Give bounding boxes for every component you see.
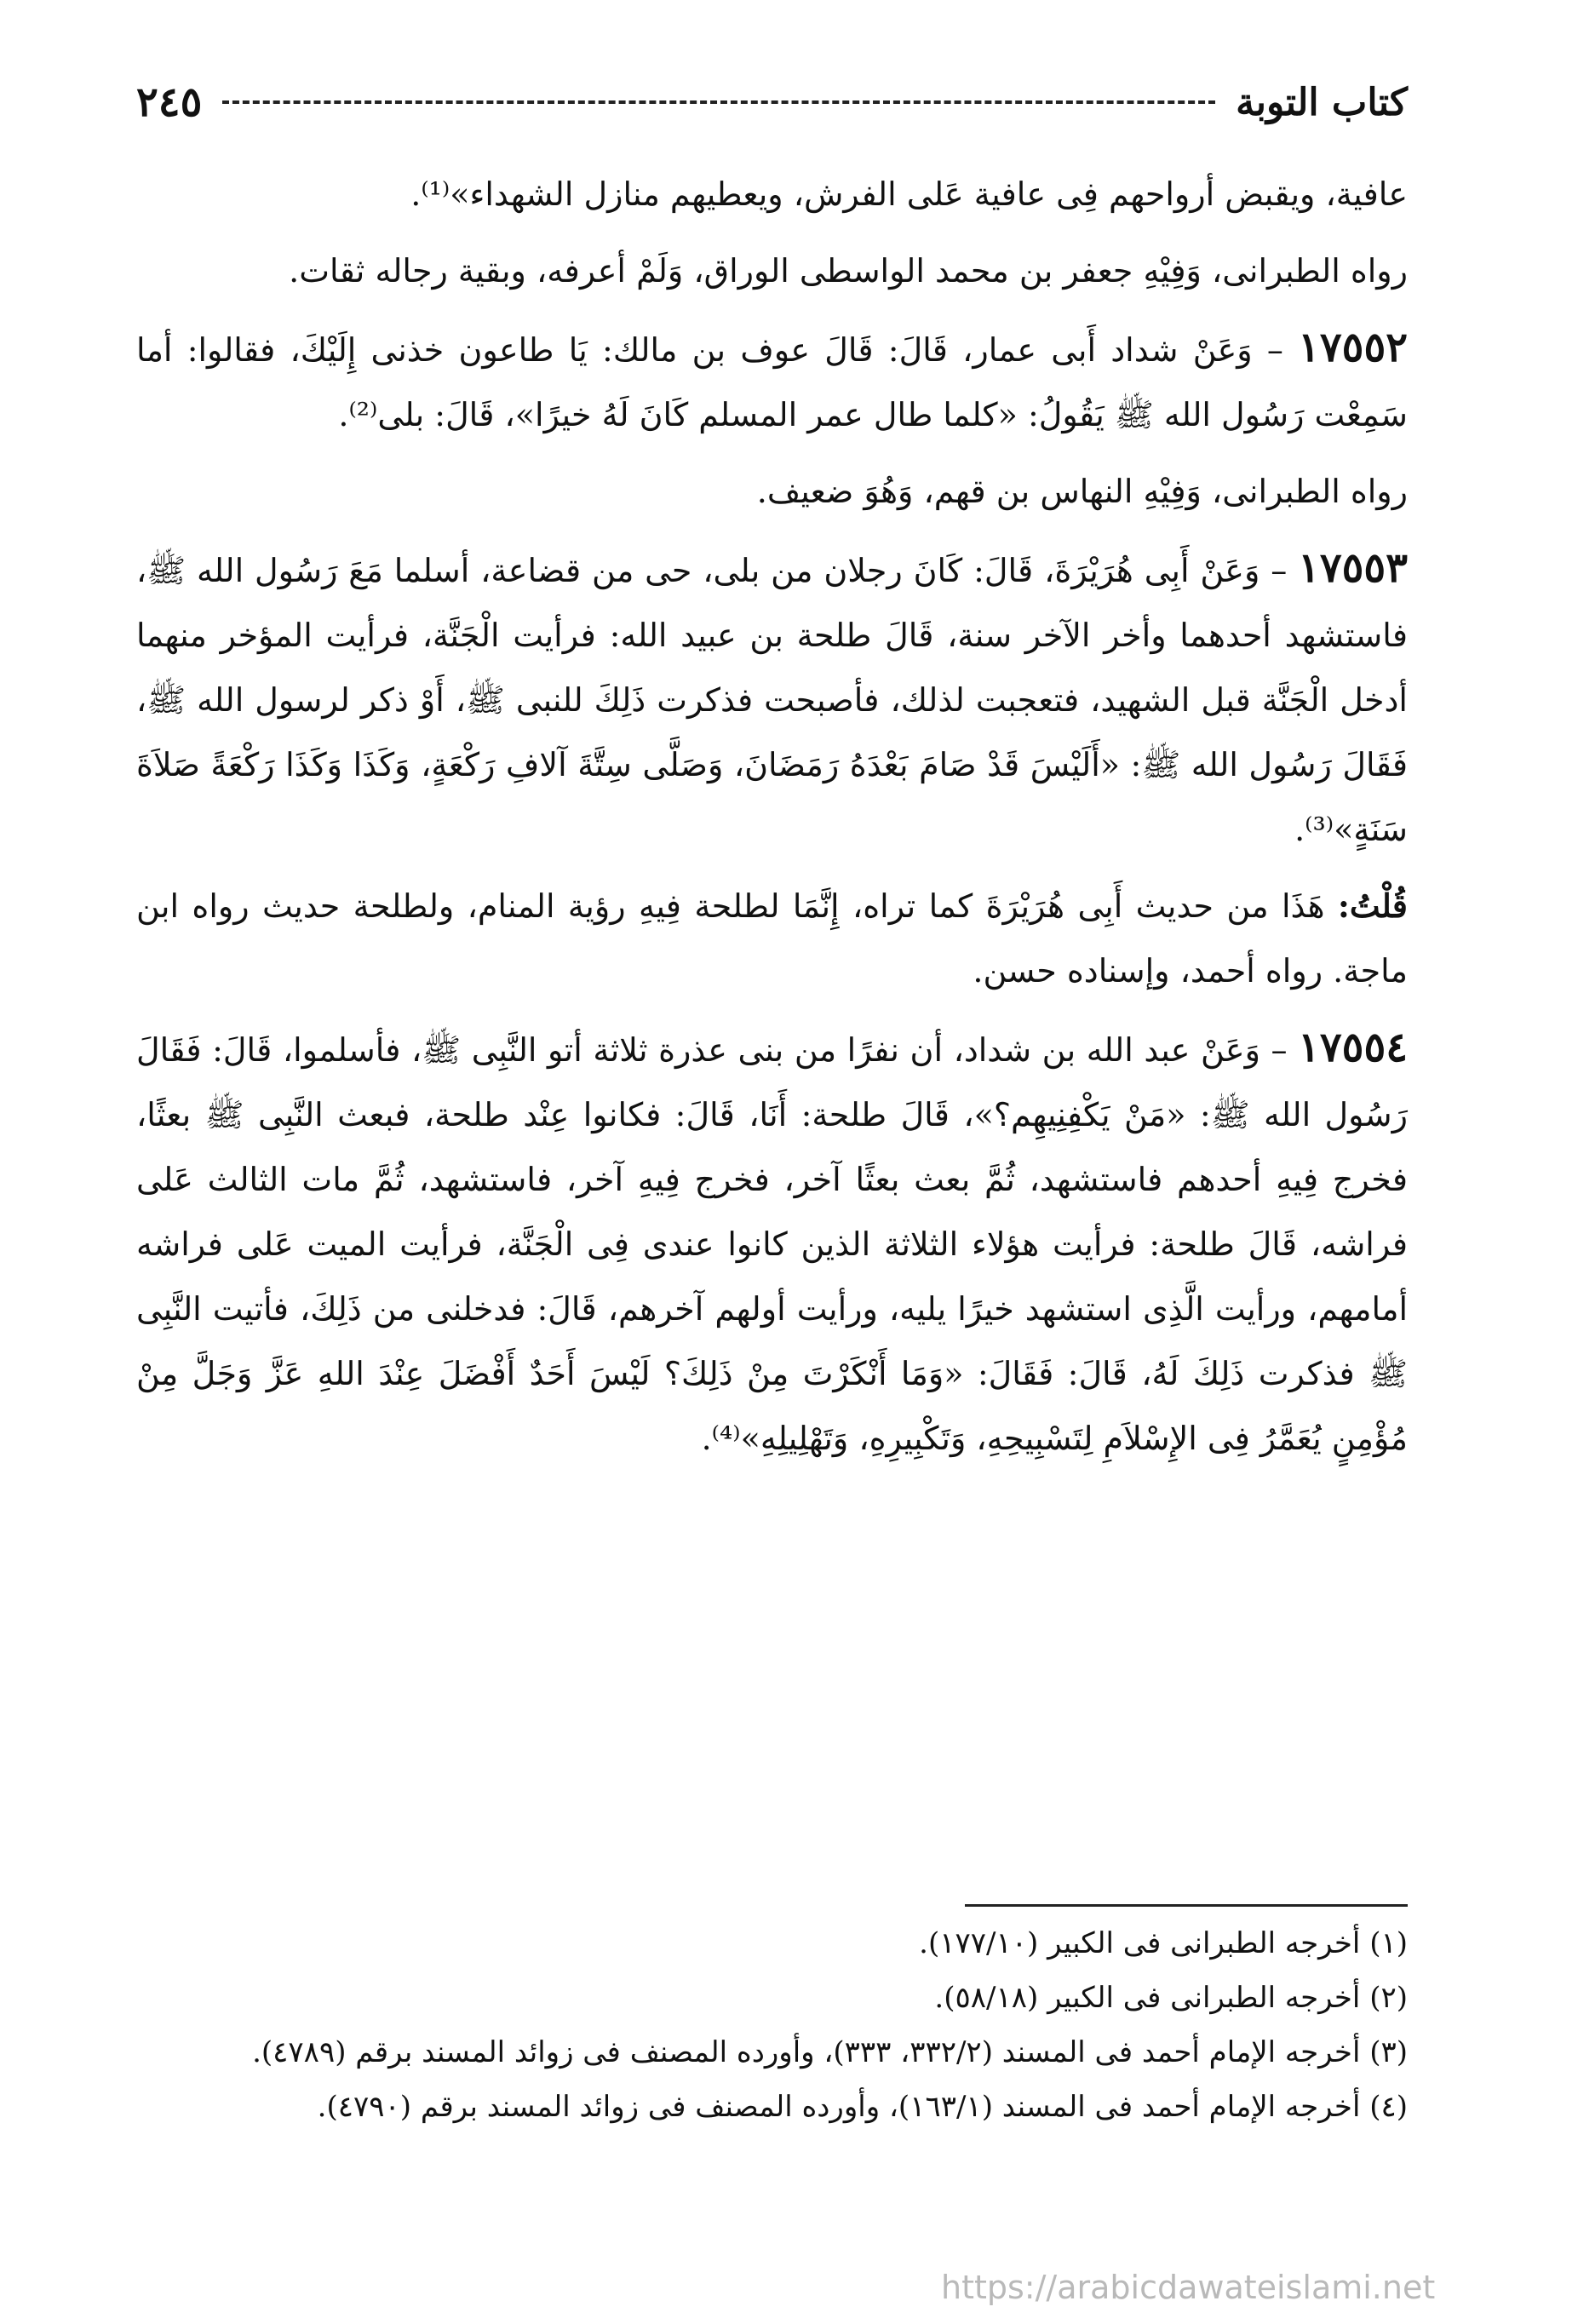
hadith-paragraph — [136, 315, 1408, 447]
header-dashed-rule — [222, 100, 1215, 104]
hadith-paragraph — [136, 536, 1408, 862]
footnote: (١) أخرجه الطبرانى فى الكبير (١٧٧/١٠). — [919, 1926, 1408, 1960]
hadith-number: ١٧٥٥٤ — [1298, 1024, 1408, 1071]
paragraph-text: – وَعَنْ شداد أَبى عمار، قَالَ: قَالَ عوف بن مالك: يَا طاعون خذنى إِلَيْكَ، فقالوا: أما سَمِعْت رَسُول الله ﷺ يَقُولُ: «كلما طال عمر المسلم كَانَ لَهُ خيرًا»، قَالَ: بلى⁽²⁾. — [136, 331, 1408, 433]
footnote-divider — [965, 1904, 1408, 1907]
footnote: (٤) أخرجه الإمام أحمد فى المسند (١٦٣/١)، وأورده المصنف فى زوائد المسند برقم (٤٧٩٠). — [317, 2090, 1408, 2124]
watermark-url: https://arabicdawateislami.net — [941, 2269, 1436, 2306]
commentary-paragraph — [136, 874, 1408, 1003]
paragraph-text: هَذَا من حديث أَبِى هُرَيْرَةَ كما تراه، إِنَّمَا لطلحة فِيهِ رؤية المنام، ولطلحة حديث رواه ابن ماجة. رواه أحمد، وإسناده حسن. — [136, 887, 1408, 990]
page-number: ٢٤٥ — [136, 78, 203, 126]
hadith-paragraph — [136, 1015, 1408, 1471]
paragraph-text: – وَعَنْ عبد الله بن شداد، أن نفرًا من بنى عذرة ثلاثة أتو النَّبِى ﷺ، فأسلموا، قَالَ: فَقَالَ رَسُول الله ﷺ: «مَنْ يَكْفِنِيهِم؟»، قَالَ طلحة: أَنَا، قَالَ: فكانوا عِنْد طلحة، فبعث النَّبِى ﷺ بعثًا، فخرج فِيهِ أحدهم فاستشهد، ثُمَّ بعث بعثًا آخر، فخرج فِيهِ آخر، فاستشهد، ثُمَّ مات الثالث عَلى فراشه، قَالَ طلحة: فرأيت هؤلاء الثلاثة الذين كانوا عندى فِى الْجَنَّة، فرأيت الميت عَلى فراشه أمامهم، ورأيت الَّذِى استشهد خيرًا يليه، ورأيت أولهم آخرهم، قَالَ: فدخلنى من ذَلِكَ، فأتيت النَّبِى ﷺ فذكرت ذَلِكَ لَهُ، قَالَ: فَقَالَ: «وَمَا أَنْكَرْتَ مِنْ ذَلِكَ؟ لَيْسَ أَحَدٌ أَفْضَلَ عِنْدَ اللهِ عَزَّ وَجَلَّ مِنْ مُؤْمِنٍ يُعَمَّرُ فِى الإِسْلاَمِ لِتَسْبِيحِهِ، وَتَكْبِيرِهِ، وَتَهْلِيلِهِ»⁽⁴⁾. — [136, 1031, 1408, 1457]
hadith-number: ١٧٥٥٣ — [1298, 544, 1408, 592]
paragraph — [136, 162, 1408, 227]
paragraph — [136, 238, 1408, 303]
commentary-lead: قُلْتُ: — [1337, 887, 1408, 925]
paragraph-text: رواه الطبرانى، وَفِيْهِ النهاس بن قهم، وَهُوَ ضعيف. — [756, 473, 1408, 510]
paragraph-text: – وَعَنْ أَبِى هُرَيْرَةَ، قَالَ: كَانَ رجلان من بلى، حى من قضاعة، أسلما مَعَ رَسُول الله ﷺ، فاستشهد أحدهما وأخر الآخر سنة، قَالَ طلحة بن عبيد الله: فرأيت الْجَنَّة، فرأيت المؤخر منهما أدخل الْجَنَّة قبل الشهيد، فتعجبت لذلك، فأصبحت فذكرت ذَلِكَ للنبى ﷺ، أَوْ ذكر لرسول الله ﷺ، فَقَالَ رَسُول الله ﷺ: «أَلَيْسَ قَدْ صَامَ بَعْدَهُ رَمَضَانَ، وَصَلَّى سِتَّةَ آلافِ رَكْعَةٍ، وَكَذَا وَكَذَا رَكْعَةً صَلاَةَ سَنَةٍ»⁽³⁾. — [136, 552, 1408, 848]
page-header — [136, 60, 1408, 145]
main-text — [136, 162, 1408, 1483]
footnote: (٣) أخرجه الإمام أحمد فى المسند (٣٣٢/٢، ٣٣٣)، وأورده المصنف فى زوائد المسند برقم (٤٧٨٩). — [252, 2035, 1408, 2069]
chapter-title: كتاب التوبة — [1236, 80, 1408, 124]
footnotes — [136, 1916, 1408, 2134]
paragraph-text: عافية، ويقبض أرواحهم فِى عافية عَلى الفرش، ويعطيهم منازل الشهداء»⁽¹⁾. — [410, 175, 1408, 213]
hadith-number: ١٧٥٥٢ — [1298, 324, 1408, 371]
paragraph-text: رواه الطبرانى، وَفِيْهِ جعفر بن محمد الواسطى الوراق، وَلَمْ أعرفه، وبقية رجاله ثقات. — [289, 252, 1408, 290]
paragraph — [136, 459, 1408, 524]
footnote: (٢) أخرجه الطبرانى فى الكبير (٥٨/١٨). — [934, 1981, 1408, 2015]
